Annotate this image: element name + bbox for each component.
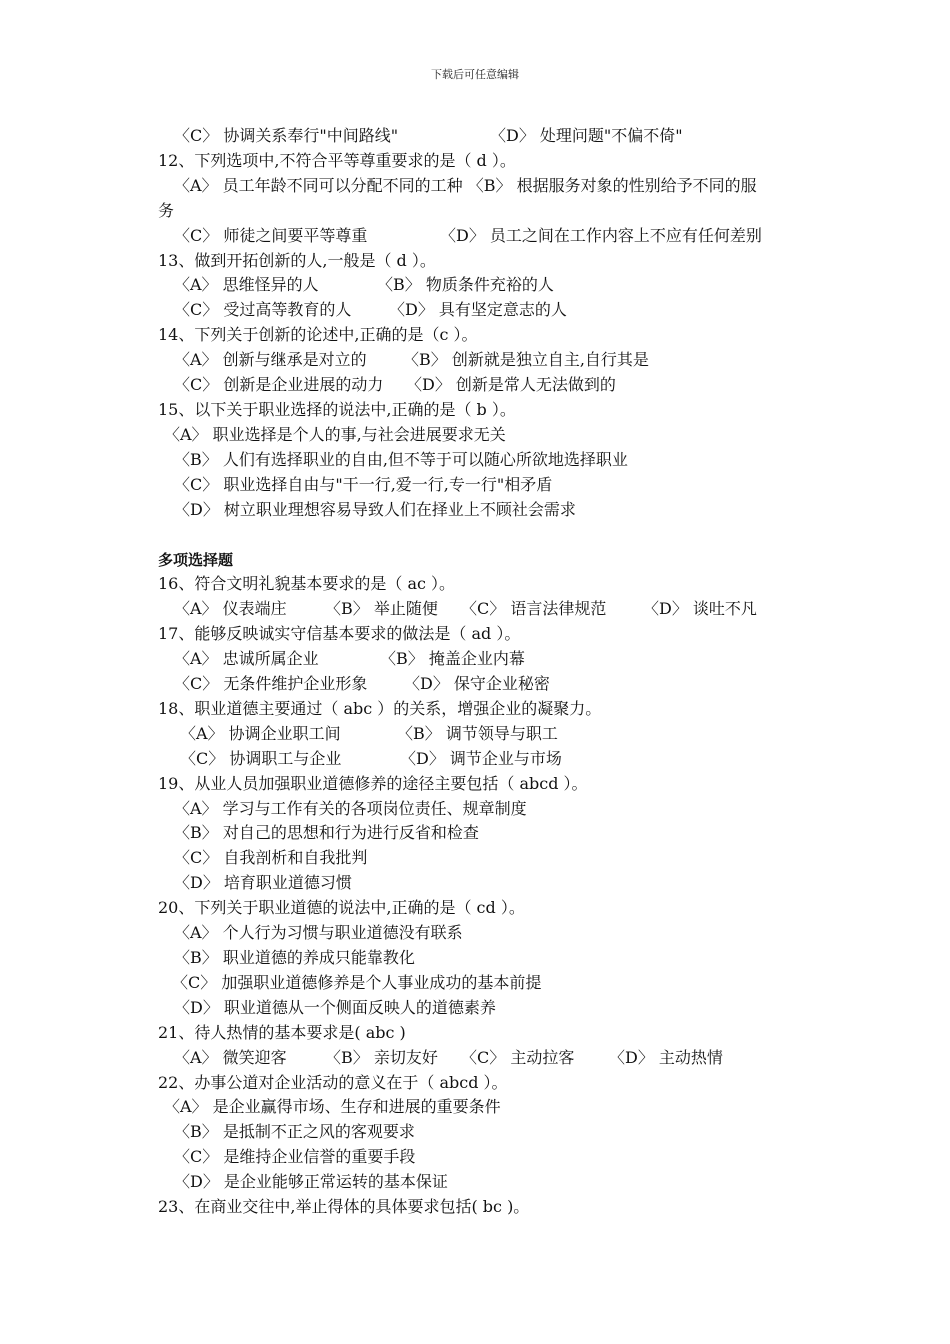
option-b: 〈B〉 创新就是独立自主,自行其是 xyxy=(403,350,649,370)
question-23: 23、在商业交往中,举止得体的具体要求包括( bc )。 xyxy=(158,1197,530,1217)
option-continuation: 务 xyxy=(158,200,175,220)
option-a: 〈A〉 仪表端庄 xyxy=(174,599,287,619)
option-c: 〈C〉 语言法律规范 xyxy=(461,599,607,619)
option-a: 〈A〉 协调企业职工间 xyxy=(180,723,341,743)
question-21: 21、待人热情的基本要求是( abc ) xyxy=(158,1022,406,1042)
question-13: 13、做到开拓创新的人,一般是（ d ）。 xyxy=(158,250,436,270)
option-c: 〈C〉 师徒之间要平等尊重 xyxy=(174,225,368,245)
option-d: 〈D〉 是企业能够正常运转的基本保证 xyxy=(174,1172,448,1192)
option-b: 〈B〉 亲切友好 xyxy=(325,1047,438,1067)
option-b: 〈B〉 掩盖企业内幕 xyxy=(380,649,525,669)
option-line xyxy=(158,124,818,149)
option-d: 〈D〉 调节企业与市场 xyxy=(400,748,562,768)
option-b: 〈B〉 是抵制不正之风的客观要求 xyxy=(174,1122,415,1142)
option-c: 〈C〉 受过高等教育的人 xyxy=(174,300,352,320)
option-b: 〈B〉 举止随便 xyxy=(325,599,438,619)
option-a: 〈A〉 个人行为习惯与职业道德没有联系 xyxy=(174,923,463,943)
question-17: 17、能够反映诚实守信基本要求的做法是（ ad ）。 xyxy=(158,624,521,644)
option-line: 〈A〉 员工年龄不同可以分配不同的工种 〈B〉 根据服务对象的性别给予不同的服 xyxy=(174,175,757,195)
option-line xyxy=(158,273,818,298)
option-b: 〈B〉 对自己的思想和行为进行反省和检查 xyxy=(174,823,479,843)
option-line xyxy=(158,224,818,249)
option-line xyxy=(158,747,818,772)
option-b: 〈B〉 职业道德的养成只能靠教化 xyxy=(174,948,415,967)
option-a: 〈A〉 思维怪异的人 xyxy=(174,275,319,295)
question-14: 14、下列关于创新的论述中,正确的是（c ）。 xyxy=(158,325,478,345)
option-line xyxy=(158,672,818,697)
option-line xyxy=(158,348,818,373)
option-b: 〈B〉 人们有选择职业的自由,但不等于可以随心所欲地选择职业 xyxy=(174,449,628,469)
option-c: 〈C〉 协调关系奉行"中间路线" xyxy=(174,126,399,145)
question-16: 16、符合文明礼貌基本要求的是（ ac ）。 xyxy=(158,574,456,594)
option-a: 〈A〉 学习与工作有关的各项岗位责任、规章制度 xyxy=(174,798,527,818)
option-d: 〈D〉 树立职业理想容易导致人们在择业上不顾社会需求 xyxy=(174,499,576,519)
option-c: 〈C〉 加强职业道德修养是个人事业成功的基本前提 xyxy=(172,972,542,992)
option-d: 〈D〉 培育职业道德习惯 xyxy=(174,873,352,893)
option-d: 〈D〉 谈吐不凡 xyxy=(643,599,757,619)
option-line xyxy=(158,298,818,323)
option-d: 〈D〉 员工之间在工作内容上不应有任何差别 xyxy=(440,225,762,245)
question-18: 18、职业道德主要通过（ abc ）的关系，增强企业的凝聚力。 xyxy=(158,698,602,718)
option-c: 〈C〉 自我剖析和自我批判 xyxy=(174,848,368,868)
page-header: 下载后可任意编辑 xyxy=(431,68,519,81)
question-20: 20、下列关于职业道德的说法中,正确的是（ cd ）。 xyxy=(158,898,525,918)
option-d: 〈D〉 保守企业秘密 xyxy=(404,674,550,694)
option-line xyxy=(158,647,818,672)
question-15: 15、以下关于职业选择的说法中,正确的是（ b ）。 xyxy=(158,399,516,419)
option-b: 〈B〉 物质条件充裕的人 xyxy=(377,275,554,295)
option-d: 〈D〉 创新是常人无法做到的 xyxy=(406,375,616,395)
question-19: 19、从业人员加强职业道德修养的途径主要包括（ abcd ）。 xyxy=(158,773,588,793)
option-c: 〈C〉 协调职工与企业 xyxy=(180,748,342,768)
option-d: 〈D〉 主动热情 xyxy=(609,1047,723,1067)
option-line xyxy=(158,597,818,622)
option-c: 〈C〉 是维持企业信誉的重要手段 xyxy=(174,1147,416,1167)
option-d: 〈D〉 职业道德从一个侧面反映人的道德素养 xyxy=(174,997,496,1017)
document-body xyxy=(158,124,818,1220)
option-line xyxy=(158,722,818,747)
option-a: 〈A〉 创新与继承是对立的 xyxy=(174,350,367,370)
option-c: 〈C〉 创新是企业进展的动力 xyxy=(174,375,384,395)
option-c: 〈C〉 无条件维护企业形象 xyxy=(174,674,368,694)
question-22: 22、办事公道对企业活动的意义在于（ abcd ）。 xyxy=(158,1072,508,1092)
option-a: 〈A〉 微笑迎客 xyxy=(174,1047,287,1067)
option-line xyxy=(158,373,818,398)
option-c: 〈C〉 主动拉客 xyxy=(461,1047,575,1067)
option-b: 〈B〉 调节领导与职工 xyxy=(397,723,558,743)
option-d: 〈D〉 具有坚定意志的人 xyxy=(389,300,567,320)
spacer xyxy=(158,523,818,548)
question-12: 12、下列选项中,不符合平等尊重要求的是（ d ）。 xyxy=(158,150,516,170)
section-title: 多项选择题 xyxy=(158,550,234,569)
option-a: 〈A〉 忠诚所属企业 xyxy=(174,649,319,669)
option-a: 〈A〉 是企业赢得市场、生存和进展的重要条件 xyxy=(164,1097,501,1117)
option-c: 〈C〉 职业选择自由与"干一行,爱一行,专一行"相矛盾 xyxy=(174,474,553,494)
option-d: 〈D〉 处理问题"不偏不倚" xyxy=(490,126,683,145)
option-a: 〈A〉 职业选择是个人的事,与社会进展要求无关 xyxy=(164,424,506,444)
option-line xyxy=(158,1046,818,1071)
